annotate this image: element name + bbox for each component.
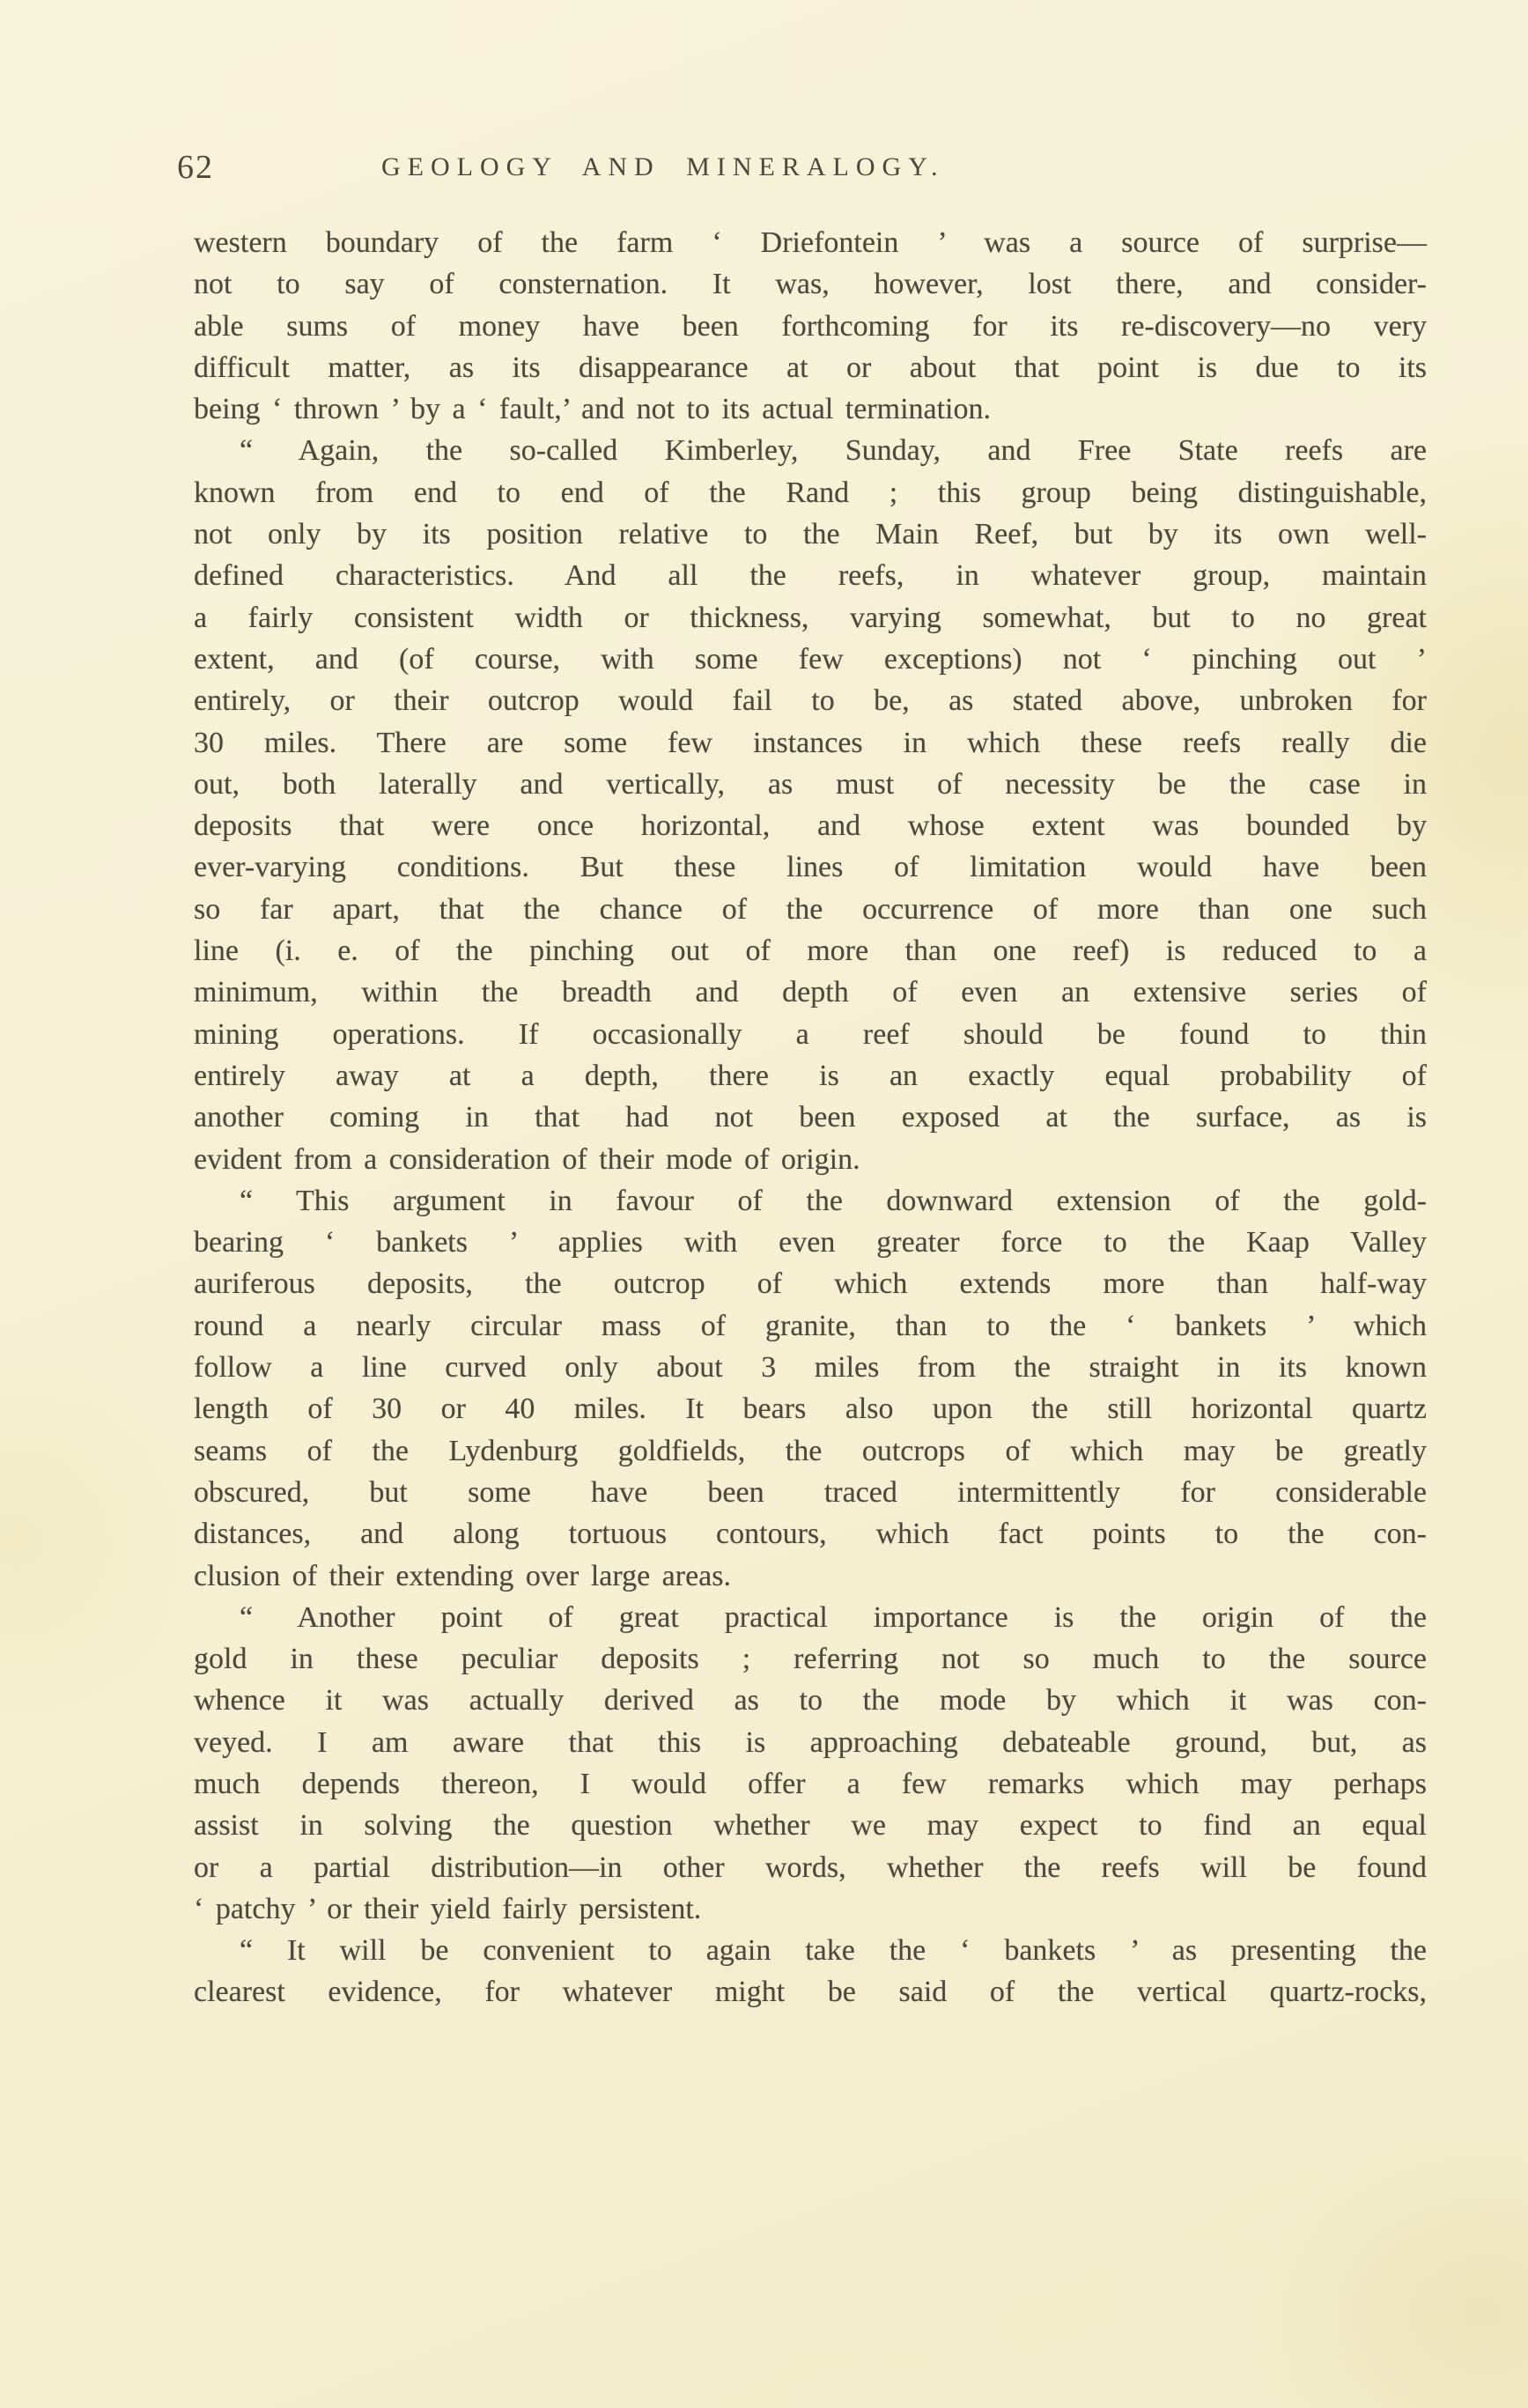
text-line: “ Again, the so-called Kimberley, Sunday, and Free State reefs are [240, 434, 1427, 468]
text-line: distances, and along tortuous contours, which fact points to the con- [194, 1518, 1427, 1551]
text-line: not to say of consternation. It was, however, lost there, and consider- [194, 268, 1427, 301]
text-line: follow a line curved only about 3 miles from the straight in its known [194, 1351, 1427, 1385]
text-line: out, both laterally and vertically, as must of necessity be the case in [194, 767, 1427, 801]
text-line: much depends thereon, I would offer a few remarks which may perhaps [194, 1767, 1427, 1800]
text-line: extent, and (of course, with some few exceptions) not ‘ pinching out ’ [194, 642, 1427, 676]
text-line: entirely away at a depth, there is an exactly equal probability of [194, 1059, 1427, 1092]
text-line: defined characteristics. And all the reefs, in whatever group, maintain [194, 559, 1427, 593]
text-line: a fairly consistent width or thickness, varying somewhat, but to no great [194, 601, 1427, 634]
text-line: “ This argument in favour of the downward extension of the gold- [240, 1184, 1427, 1217]
text-line: round a nearly circular mass of granite, than to the ‘ bankets ’ which [194, 1309, 1427, 1342]
text-line: entirely, or their outcrop would fail to be, as stated above, unbroken for [194, 684, 1427, 718]
text-line: mining operations. If occasionally a reef should be found to thin [194, 1017, 1427, 1051]
text-line: clusion of their extending over large areas. [194, 1559, 731, 1592]
text-line: whence it was actually derived as to the mode by which it was con- [194, 1684, 1427, 1717]
text-line: clearest evidence, for whatever might be said of the vertical quartz-rocks, [194, 1976, 1427, 2009]
page-number: 62 [177, 149, 214, 186]
text-line: “ Another point of great practical importance is the origin of the [240, 1600, 1427, 1634]
text-line: ‘ patchy ’ or their yield fairly persistent. [194, 1892, 702, 1925]
text-line: known from end to end of the Rand ; this group being distinguishable, [194, 476, 1427, 509]
text-line: being ‘ thrown ’ by a ‘ fault,’ and not to its actual termination. [194, 393, 992, 426]
text-line: veyed. I am aware that this is approaching debateable ground, but, as [194, 1725, 1427, 1759]
text-line: evident from a consideration of their mode of origin. [194, 1142, 860, 1176]
text-line: assist in solving the question whether we may expect to find an equal [194, 1809, 1427, 1843]
text-line: ever-varying conditions. But these lines of limitation would have been [194, 851, 1427, 884]
text-line: length of 30 or 40 miles. It bears also upon the still horizontal quartz [194, 1392, 1427, 1426]
text-line: so far apart, that the chance of the occurrence of more than one such [194, 892, 1427, 926]
text-line: difficult matter, as its disappearance at or about that point is due to its [194, 351, 1427, 384]
text-line: line (i. e. of the pinching out of more than one reef) is reduced to a [194, 934, 1427, 968]
text-line: not only by its position relative to the Main Reef, but by its own well- [194, 518, 1427, 551]
body-text [194, 222, 1427, 2013]
text-line: western boundary of the farm ‘ Driefontein ’ was a source of surprise— [194, 226, 1427, 259]
text-line: seams of the Lydenburg goldfields, the outcrops of which may be greatly [194, 1434, 1427, 1467]
text-line: able sums of money have been forthcoming for its re-discovery—no very [194, 309, 1427, 343]
text-line: gold in these peculiar deposits ; referring not so much to the source [194, 1643, 1427, 1676]
text-line: 30 miles. There are some few instances in which these reefs really die [194, 726, 1427, 759]
text-line: bearing ‘ bankets ’ applies with even greater force to the Kaap Valley [194, 1226, 1427, 1259]
text-line: or a partial distribution—in other words, whether the reefs will be found [194, 1850, 1427, 1884]
text-line: obscured, but some have been traced intermittently for considerable [194, 1475, 1427, 1509]
text-line: minimum, within the breadth and depth of even an extensive series of [194, 976, 1427, 1009]
text-line: auriferous deposits, the outcrop of which extends more than half-way [194, 1267, 1427, 1301]
text-line: deposits that were once horizontal, and whose extent was bounded by [194, 809, 1427, 843]
text-line: “ It will be convenient to again take the ‘ bankets ’ as presenting the [240, 1934, 1427, 1968]
running-header-title: GEOLOGY AND MINERALOGY. [381, 152, 945, 181]
text-line: another coming in that had not been exposed at the surface, as is [194, 1101, 1427, 1134]
running-head [0, 148, 1528, 192]
